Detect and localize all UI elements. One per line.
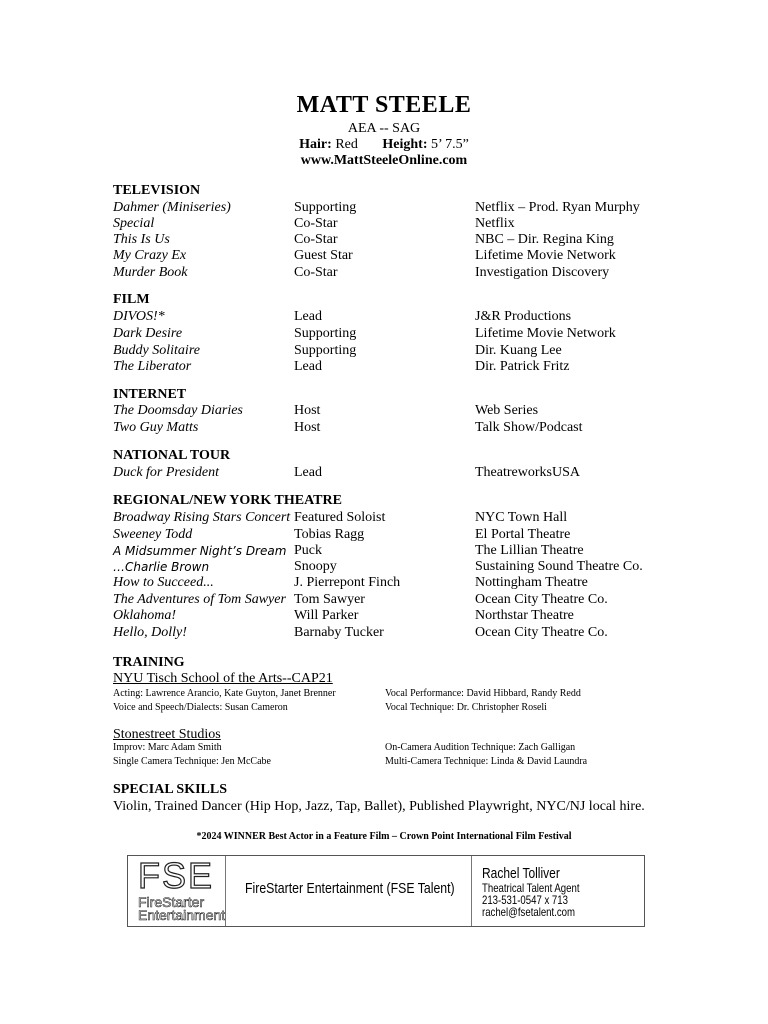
credit-role: Puck bbox=[294, 543, 322, 558]
credit-role: Barnaby Tucker bbox=[294, 625, 384, 640]
credit-company: Lifetime Movie Network bbox=[475, 326, 616, 341]
credit-row bbox=[113, 248, 673, 264]
credit-role: Host bbox=[294, 420, 321, 435]
website-link[interactable]: www.MattSteeleOnline.com bbox=[300, 153, 468, 168]
agency-logo bbox=[138, 855, 226, 924]
section-heading-film: FILM bbox=[113, 292, 150, 307]
credit-row bbox=[113, 465, 673, 481]
agency-box bbox=[127, 855, 645, 927]
credit-row bbox=[113, 420, 673, 436]
credit-row bbox=[113, 559, 673, 575]
section-heading-training: TRAINING bbox=[113, 655, 185, 670]
credit-role: Host bbox=[294, 403, 321, 418]
credit-title: This Is Us bbox=[113, 232, 170, 247]
credit-title: Broadway Rising Stars Concert bbox=[113, 510, 291, 525]
credit-row bbox=[113, 575, 673, 591]
section-heading-television: TELEVISION bbox=[113, 183, 201, 198]
training-right: On-Camera Audition Technique: Zach Galligan bbox=[385, 742, 576, 753]
credit-role: Tom Sawyer bbox=[294, 592, 365, 607]
training-left: Improv: Marc Adam Smith bbox=[113, 742, 222, 753]
credit-row bbox=[113, 326, 673, 342]
credit-title: Sweeney Todd bbox=[113, 527, 193, 542]
credit-role: Tobias Ragg bbox=[294, 527, 365, 542]
agent-contact bbox=[482, 865, 579, 918]
credit-row bbox=[113, 592, 673, 608]
credit-row bbox=[113, 343, 673, 359]
training-row bbox=[113, 755, 673, 769]
credit-title: Two Guy Matts bbox=[113, 420, 199, 435]
credit-company: Ocean City Theatre Co. bbox=[475, 625, 608, 640]
credit-role: Supporting bbox=[294, 343, 357, 358]
credit-company: TheatreworksUSA bbox=[475, 465, 580, 480]
school-name: NYU Tisch School of the Arts--CAP21 bbox=[113, 671, 333, 686]
credit-row bbox=[113, 232, 673, 248]
agent-title: Theatrical Talent Agent bbox=[482, 881, 580, 895]
credit-title: The Doomsday Diaries bbox=[113, 403, 243, 418]
height-value: 5’ 7.5” bbox=[430, 137, 469, 152]
school-name: Stonestreet Studios bbox=[113, 727, 221, 742]
credit-company: Dir. Kuang Lee bbox=[475, 343, 562, 358]
credit-role: Supporting bbox=[294, 326, 357, 341]
divider bbox=[225, 856, 226, 926]
agent-phone[interactable]: 213-531-0547 x 713 bbox=[482, 893, 568, 907]
credit-title: Buddy Solitaire bbox=[113, 343, 200, 358]
credit-company: NBC – Dir. Regina King bbox=[475, 232, 614, 247]
credit-role: Snoopy bbox=[294, 559, 337, 574]
hair-label: Hair: bbox=[299, 137, 332, 152]
credit-title: The Adventures of Tom Sawyer bbox=[113, 592, 286, 607]
credit-company: Netflix – Prod. Ryan Murphy bbox=[475, 200, 640, 215]
training-right: Multi-Camera Technique: Linda & David Laundra bbox=[385, 756, 588, 767]
training-row bbox=[113, 741, 673, 755]
credit-title: Hello, Dolly! bbox=[113, 625, 187, 640]
credit-title: How to Succeed... bbox=[113, 575, 214, 590]
credit-company: Ocean City Theatre Co. bbox=[475, 592, 608, 607]
credit-title: …Charlie Brown bbox=[113, 560, 210, 574]
credit-role: Co-Star bbox=[294, 265, 338, 280]
agency-name: FireStarter Entertainment (FSE Talent) bbox=[245, 880, 455, 897]
credit-title: Duck for President bbox=[113, 465, 220, 480]
credit-company: Dir. Patrick Fritz bbox=[475, 359, 570, 374]
credit-row bbox=[113, 403, 673, 419]
credit-company: Sustaining Sound Theatre Co. bbox=[475, 559, 643, 574]
credit-company: Northstar Theatre bbox=[475, 608, 574, 623]
union-affiliations: AEA -- SAG bbox=[347, 121, 421, 136]
divider bbox=[471, 856, 472, 926]
logo-line: FireStarter bbox=[138, 894, 205, 910]
credit-role: Guest Star bbox=[294, 248, 353, 263]
credit-row bbox=[113, 608, 673, 624]
credit-role: Lead bbox=[294, 359, 322, 374]
credit-row bbox=[113, 527, 673, 543]
credit-title: Murder Book bbox=[113, 265, 188, 280]
credit-title: Dark Desire bbox=[113, 326, 183, 341]
special-skills-text: Violin, Trained Dancer (Hip Hop, Jazz, Tap, Ballet), Published Playwright, NYC/NJ local hire. bbox=[113, 799, 645, 814]
credit-title: The Liberator bbox=[113, 359, 192, 374]
credit-role: Co-Star bbox=[294, 216, 338, 231]
credit-role: J. Pierrepont Finch bbox=[294, 575, 401, 590]
credit-role: Lead bbox=[294, 465, 322, 480]
credit-title: Special bbox=[113, 216, 155, 231]
credit-title: My Crazy Ex bbox=[113, 248, 187, 263]
credit-row bbox=[113, 200, 673, 216]
section-heading-internet: INTERNET bbox=[113, 387, 187, 402]
credit-title: DIVOS!* bbox=[113, 309, 165, 324]
agent-name: Rachel Tolliver bbox=[482, 865, 560, 882]
training-row bbox=[113, 701, 673, 715]
credit-company: Nottingham Theatre bbox=[475, 575, 588, 590]
credit-title: Dahmer (Miniseries) bbox=[113, 200, 231, 215]
credit-company: Netflix bbox=[475, 216, 515, 231]
actor-name: MATT STEELE bbox=[296, 92, 472, 118]
training-right: Vocal Performance: David Hibbard, Randy Redd bbox=[385, 688, 581, 699]
credit-title: A Midsummer Night’s Dream bbox=[113, 544, 287, 558]
credit-row bbox=[113, 543, 673, 559]
section-heading-national-tour: NATIONAL TOUR bbox=[113, 448, 231, 463]
credit-company: NYC Town Hall bbox=[475, 510, 568, 525]
logo-mark: FSE bbox=[138, 855, 215, 896]
training-left: Single Camera Technique: Jen McCabe bbox=[113, 756, 271, 767]
credit-company: J&R Productions bbox=[475, 309, 572, 324]
agent-email[interactable]: rachel@fsetalent.com bbox=[482, 905, 575, 919]
hair-value: Red bbox=[335, 137, 358, 152]
credit-role: Will Parker bbox=[294, 608, 359, 623]
training-left: Voice and Speech/Dialects: Susan Cameron bbox=[113, 702, 288, 713]
training-row bbox=[113, 687, 673, 701]
credit-row bbox=[113, 359, 673, 375]
section-heading-special-skills: SPECIAL SKILLS bbox=[113, 782, 227, 797]
credit-row bbox=[113, 510, 673, 526]
credit-row bbox=[113, 265, 673, 281]
section-heading-theatre: REGIONAL/NEW YORK THEATRE bbox=[113, 493, 342, 508]
credit-company: Lifetime Movie Network bbox=[475, 248, 616, 263]
credit-row bbox=[113, 216, 673, 232]
training-right: Vocal Technique: Dr. Christopher Roseli bbox=[385, 702, 547, 713]
credit-title: Oklahoma! bbox=[113, 608, 176, 623]
credit-company: Web Series bbox=[475, 403, 539, 418]
credit-row bbox=[113, 309, 673, 325]
credit-role: Co-Star bbox=[294, 232, 338, 247]
training-left: Acting: Lawrence Arancio, Kate Guyton, Janet Brenner bbox=[113, 688, 336, 699]
credit-role: Lead bbox=[294, 309, 322, 324]
credit-company: Investigation Discovery bbox=[475, 265, 610, 280]
credit-company: El Portal Theatre bbox=[475, 527, 571, 542]
award-note: *2024 WINNER Best Actor in a Feature Film – Crown Point International Film Festival bbox=[196, 831, 572, 842]
credit-role: Supporting bbox=[294, 200, 357, 215]
credit-row bbox=[113, 625, 673, 641]
height-label: Height: bbox=[382, 137, 428, 152]
credit-company: Talk Show/Podcast bbox=[475, 420, 583, 435]
physical-stats bbox=[0, 137, 768, 153]
credit-role: Featured Soloist bbox=[294, 510, 386, 525]
credit-company: The Lillian Theatre bbox=[475, 543, 584, 558]
logo-line: Entertainment bbox=[138, 907, 226, 923]
